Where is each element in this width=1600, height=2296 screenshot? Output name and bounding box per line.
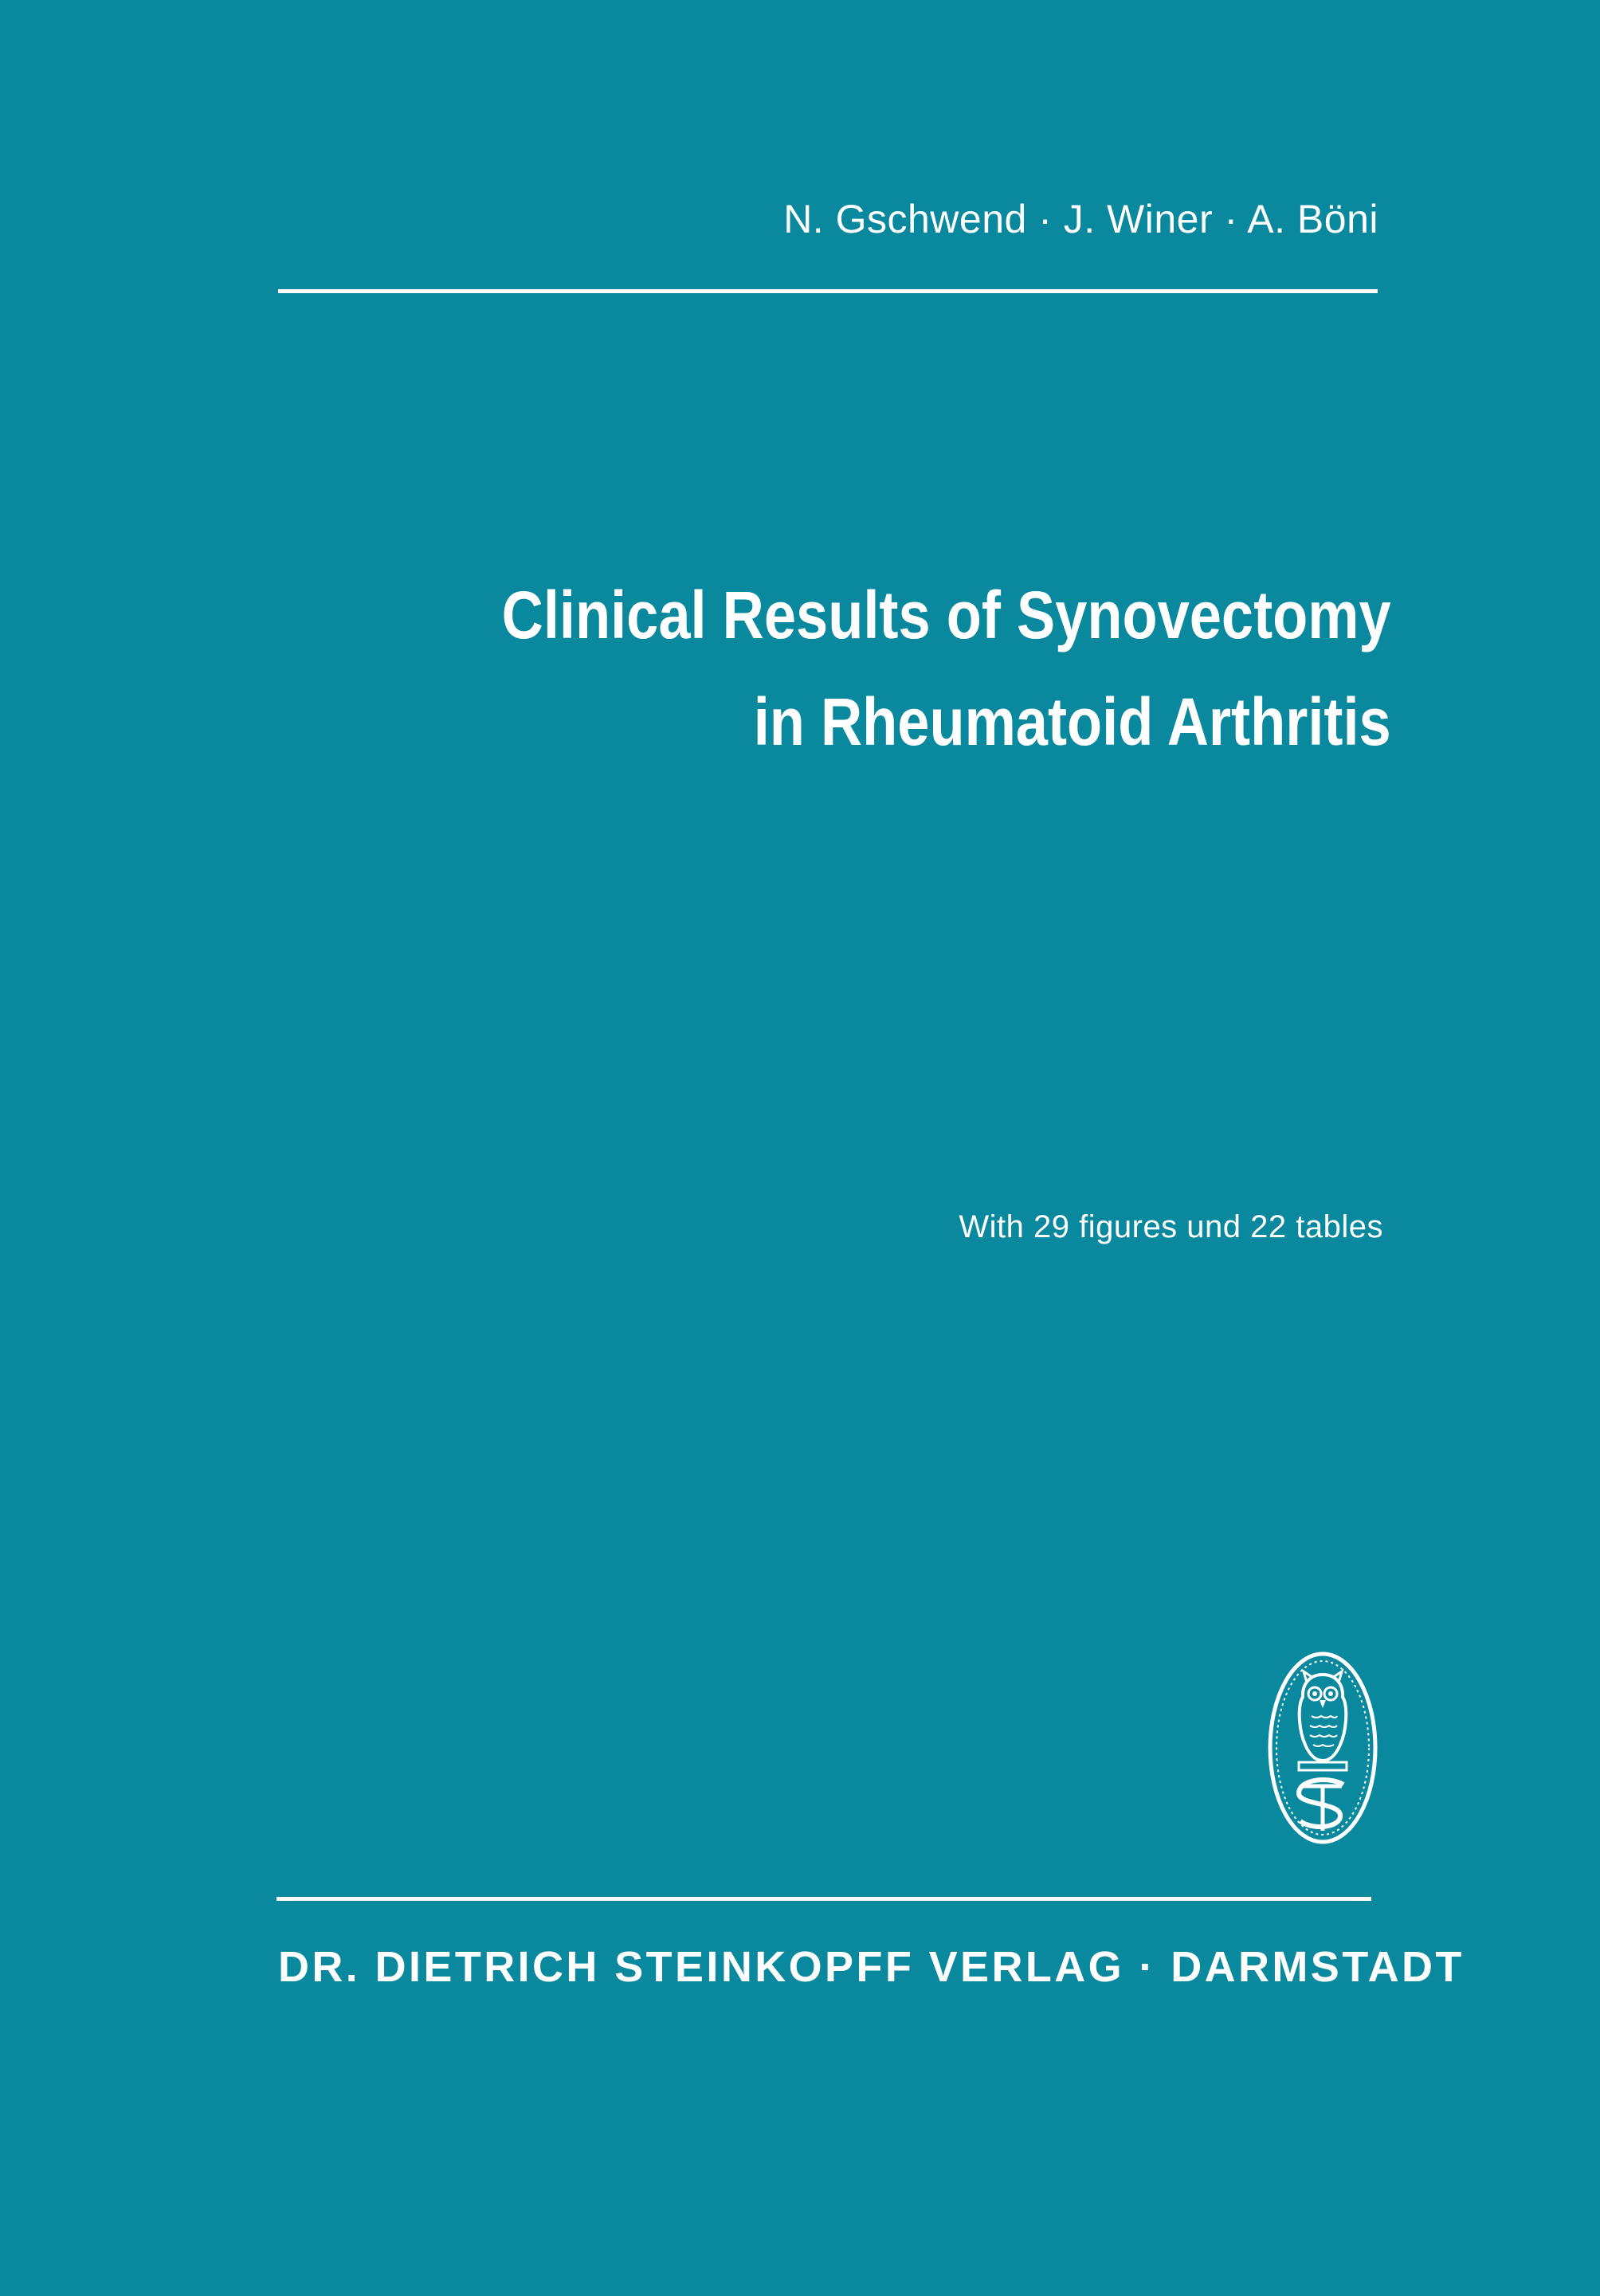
authors-line: N. Gschwend · J. Winer · A. Böni [783, 197, 1378, 241]
figures-tables-note: With 29 figures und 22 tables [959, 1209, 1383, 1244]
title-line-2: in Rheumatoid Arthritis [753, 684, 1391, 759]
publisher-line: DR. DIETRICH STEINKOPFF VERLAG · DARMSTADT [278, 1943, 1465, 1991]
book-title [502, 562, 1391, 775]
title-line-1: Clinical Results of Synovectomy [501, 578, 1391, 652]
top-divider [278, 289, 1378, 293]
owl-seal-icon [1267, 1651, 1378, 1845]
bottom-divider [276, 1897, 1371, 1901]
